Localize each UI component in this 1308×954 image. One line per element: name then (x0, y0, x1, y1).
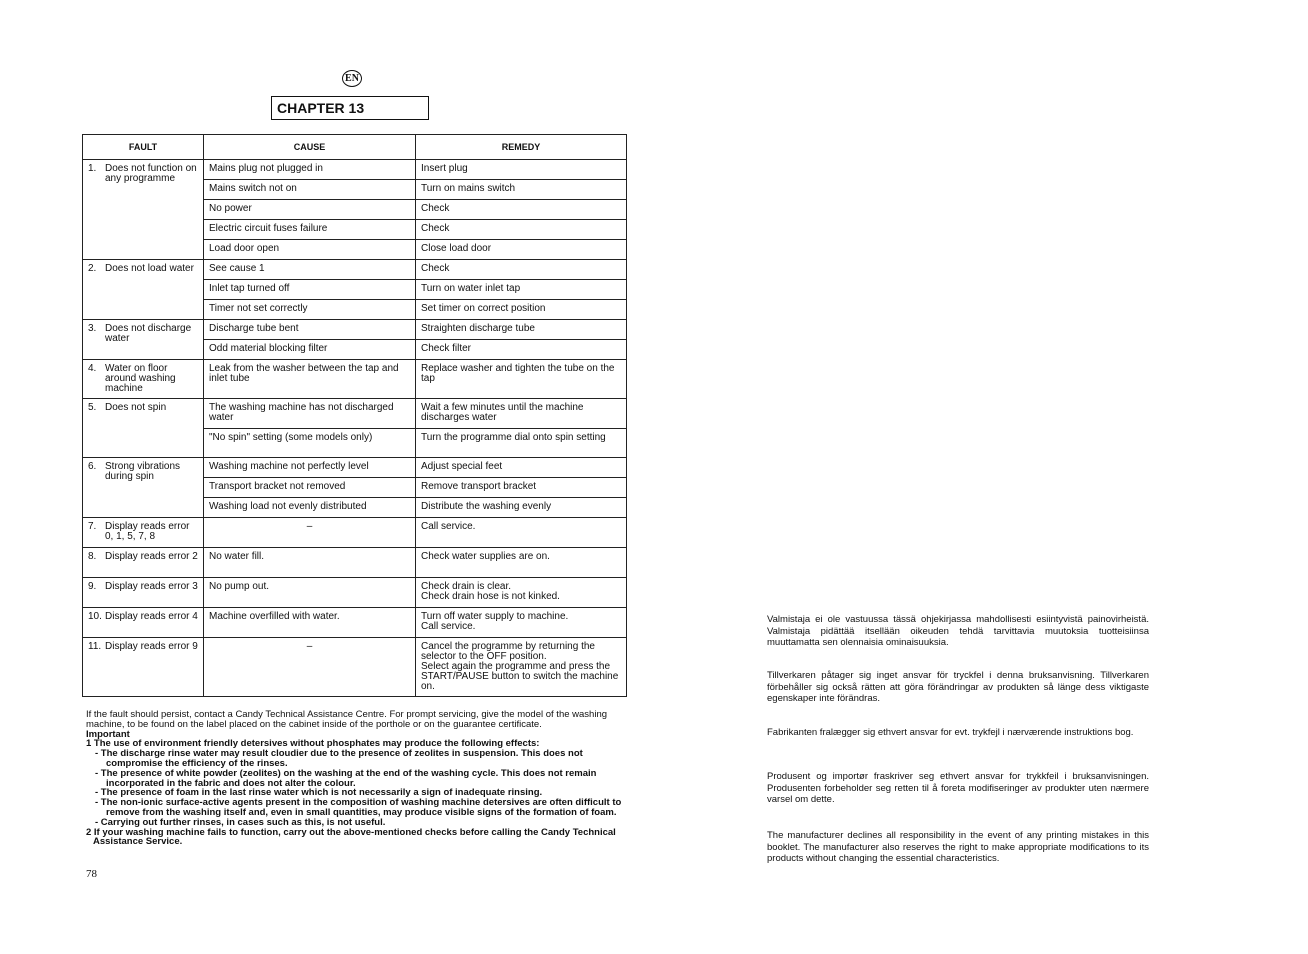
note-point-2: 2 If your washing machine fails to function, carry out the above-mentioned checks before calling the Candy Technical Assistance Service. (86, 826, 616, 848)
column-header-cause: CAUSE (204, 135, 416, 160)
cause-cell: No water fill. (204, 548, 416, 578)
cause-cell: No power (204, 200, 416, 220)
cause-cell: Leak from the washer between the tap and inlet tube (204, 360, 416, 399)
disclaimer-english: The manufacturer declines all responsibility in the event of any printing mistakes in this booklet. The manufacturer also reserves the right to make appropriate modifications to its products without changing the essential characteristics. (767, 830, 1149, 865)
cause-cell: No pump out. (204, 578, 416, 608)
fault-cell (83, 260, 204, 320)
remedy-cell: Distribute the washing evenly (416, 498, 627, 518)
remedy-cell: Set timer on correct position (416, 300, 627, 320)
remedy-cell: Turn the programme dial onto spin setting (416, 429, 627, 458)
fault-label: Display reads error 4 (105, 611, 198, 622)
table-row (83, 320, 627, 340)
table-row (83, 608, 627, 638)
fault-label: Does not function on any programme (105, 163, 197, 184)
cause-cell: Mains plug not plugged in (204, 160, 416, 180)
column-header-fault: FAULT (83, 135, 204, 160)
table-row (83, 518, 627, 548)
fault-cell (83, 160, 204, 260)
table-row (83, 360, 627, 399)
cause-cell: Load door open (204, 240, 416, 260)
table-row (83, 578, 627, 608)
fault-cell (83, 360, 204, 399)
remedy-cell: Replace washer and tighten the tube on the tap (416, 360, 627, 399)
column-header-remedy: REMEDY (416, 135, 627, 160)
note-bullet: - The presence of foam in the last rinse water which is not necessarily a sign of inadequate rinsing. (95, 787, 543, 799)
remedy-cell: Turn on water inlet tap (416, 280, 627, 300)
table-row (83, 458, 627, 478)
cause-cell: – (204, 518, 416, 548)
cause-cell: Washing load not evenly distributed (204, 498, 416, 518)
disclaimer-swedish: Tillverkaren påtager sig inget ansvar för tryckfel i denna bruksanvisning. Tillverkaren förbehåller sig också rätten att göra förändringar av produkten så länge dess viktigaste egenskaper inte förändras. (767, 670, 1149, 705)
disclaimer-danish: Fabrikanten fralægger sig ethvert ansvar for evt. trykfejl i nærværende instruktions bog. (767, 727, 1134, 738)
note-bullet: - The discharge rinse water may result cloudier due to the presence of zeolites in suspension. This does not compromise the efficiency of the rinses. (95, 748, 583, 769)
remedy-cell: Check (416, 220, 627, 240)
cause-cell: See cause 1 (204, 260, 416, 280)
note-bullet: - The non-ionic surface-active agents present in the composition of washing machine detersives are often difficult to remove from the washing itself and, even in small quantities, may produce visible signs of the formation of foam. (95, 797, 622, 818)
remedy-cell: Insert plug (416, 160, 627, 180)
remedy-cell: Close load door (416, 240, 627, 260)
fault-cell (83, 458, 204, 518)
fault-number: 2. (88, 263, 97, 274)
table-row (83, 399, 627, 429)
remedy-cell: Straighten discharge tube (416, 320, 627, 340)
table-header-row (83, 135, 627, 160)
remedy-cell: Remove transport bracket (416, 478, 627, 498)
cause-cell: Machine overfilled with water. (204, 608, 416, 638)
table-row (83, 638, 627, 697)
table-row (83, 260, 627, 280)
remedy-cell: Check filter (416, 340, 627, 360)
fault-cell (83, 608, 204, 638)
remedy-cell: Check drain is clear. Check drain hose is not kinked. (416, 578, 627, 608)
fault-label: Display reads error 3 (105, 581, 198, 592)
remedy-cell: Turn on mains switch (416, 180, 627, 200)
page-number: 78 (86, 868, 97, 880)
fault-label: Water on floor around washing machine (105, 363, 176, 394)
cause-cell: – (204, 638, 416, 697)
table-row (83, 548, 627, 578)
remedy-cell: Check water supplies are on. (416, 548, 627, 578)
fault-cell (83, 578, 204, 608)
fault-number: 10. (88, 611, 102, 622)
fault-cell (83, 320, 204, 360)
cause-cell: Washing machine not perfectly level (204, 458, 416, 478)
cause-cell: Timer not set correctly (204, 300, 416, 320)
fault-label: Does not discharge water (105, 323, 192, 344)
note-bullet: - The presence of white powder (zeolites) on the washing at the end of the washing cycle. This does not remain incorporated in the fabric and does not alter the colour. (95, 767, 597, 789)
fault-number: 4. (88, 363, 97, 374)
fault-number: 3. (88, 323, 97, 334)
fault-label: Does not spin (105, 402, 167, 413)
table-row (83, 160, 627, 180)
disclaimer-norwegian: Produsent og importør fraskriver seg ethvert ansvar for trykkfeil i bruksanvisningen. Produsenten forbeholder seg retten til å foreta modifiseringer av produkter uten nærmere varsel om dette. (767, 771, 1149, 806)
fault-number: 5. (88, 402, 97, 413)
fault-label: Display reads error 2 (105, 551, 198, 562)
fault-cell (83, 399, 204, 458)
cause-cell: Inlet tap turned off (204, 280, 416, 300)
fault-label: Does not load water (105, 263, 194, 274)
cause-cell: Transport bracket not removed (204, 478, 416, 498)
disclaimer-finnish: Valmistaja ei ole vastuussa tässä ohjekirjassa mahdollisesti esiintyvistä painovirheistä. Valmistaja pidättää itsellään oikeuden tehdä tarvittavia muutoksia tuotteisiinsa muuttamatta sen olennaisia ominaisuuksia. (767, 614, 1149, 649)
fault-number: 8. (88, 551, 97, 562)
note-point-1: 1 The use of environment friendly detersives without phosphates may produce the following effects: (86, 738, 540, 750)
fault-number: 9. (88, 581, 97, 592)
fault-cell (83, 638, 204, 697)
important-label: Important (86, 728, 130, 740)
remedy-cell: Wait a few minutes until the machine discharges water (416, 399, 627, 429)
fault-number: 7. (88, 521, 97, 532)
fault-label: Strong vibrations during spin (105, 461, 181, 482)
cause-cell: The washing machine has not discharged water (204, 399, 416, 429)
note-bullet: - Carrying out further rinses, in cases such as this, is not useful. (95, 816, 386, 828)
cause-cell: Discharge tube bent (204, 320, 416, 340)
remedy-cell: Check (416, 200, 627, 220)
fault-number: 11. (88, 641, 102, 652)
language-badge: EN (342, 70, 362, 87)
cause-cell: Electric circuit fuses failure (204, 220, 416, 240)
cause-cell: Odd material blocking filter (204, 340, 416, 360)
fault-number: 1. (88, 163, 97, 174)
remedy-cell: Call service. (416, 518, 627, 548)
fault-cell (83, 518, 204, 548)
troubleshooting-table (82, 134, 627, 697)
remedy-cell: Adjust special feet (416, 458, 627, 478)
fault-cell (83, 548, 204, 578)
remedy-cell: Check (416, 260, 627, 280)
fault-label: Display reads error 9 (105, 641, 198, 652)
fault-label: Display reads error 0, 1, 5, 7, 8 (105, 521, 190, 542)
remedy-cell: Turn off water supply to machine. Call service. (416, 608, 627, 638)
chapter-title: CHAPTER 13 (271, 96, 429, 120)
cause-cell: "No spin" setting (some models only) (204, 429, 416, 458)
notes-section (86, 710, 626, 847)
remedy-cell: Cancel the programme by returning the selector to the OFF position. Select again the programme and press the START/PAUSE button to switch the machine on. (416, 638, 627, 697)
table-body (83, 160, 627, 697)
fault-number: 6. (88, 461, 97, 472)
notes-intro: If the fault should persist, contact a Candy Technical Assistance Centre. For prompt servicing, give the model of the washing machine, to be found on the label placed on the cabinet inside of the porthole or on the guarantee certificate. (86, 709, 608, 730)
cause-cell: Mains switch not on (204, 180, 416, 200)
